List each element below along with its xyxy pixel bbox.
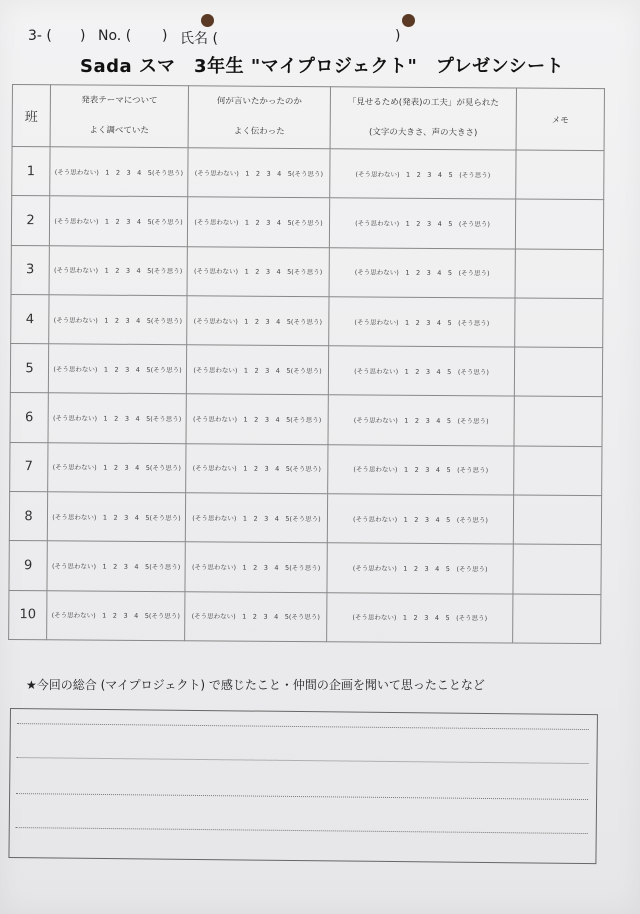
memo-cell[interactable]: [513, 495, 601, 545]
sheet-title: Sada スマ 3年生 "マイプロジェクト" プレゼンシート: [80, 56, 565, 77]
rating-research[interactable]: [49, 196, 187, 246]
rating-scale[interactable]: (そう思わない) 1 2 3 4 5(そう思う): [52, 463, 182, 473]
rating-scale[interactable]: (そう思わない) 1 2 3 4 5(そう思う): [193, 366, 322, 375]
group-number: 6: [10, 393, 48, 443]
group-number: 4: [11, 294, 49, 344]
name-label: 氏名 (: [180, 31, 218, 47]
number-label: No. (: [98, 28, 132, 44]
table-row: [9, 492, 601, 545]
rating-scale[interactable]: (そう思わない) 1 2 3 4 5(そう思う): [52, 513, 181, 522]
table-row: [9, 541, 601, 594]
col-header-memo: メモ: [516, 88, 604, 151]
group-number: 10: [9, 590, 47, 640]
comment-label: ★今回の総合 (マイプロジェクト) で感じたこと・仲間の企画を聞いて思ったことなど: [26, 678, 485, 692]
col-header-research: 発表テーマについて よく調べていた: [50, 85, 188, 148]
rating-scale[interactable]: (そう思わない) 1 2 3 4 5(そう思う): [191, 612, 320, 622]
rating-research[interactable]: [50, 147, 188, 197]
rating-research[interactable]: [49, 245, 187, 295]
group-number: 8: [9, 492, 47, 542]
memo-cell[interactable]: [514, 396, 602, 446]
evaluation-table: [8, 84, 604, 644]
rating-presentation[interactable]: [327, 592, 513, 643]
rating-scale[interactable]: (そう思わない) 1 2 3 4 5(そう思う): [194, 168, 324, 178]
binder-hole-right: [402, 14, 415, 27]
rating-presentation[interactable]: [327, 543, 513, 594]
table-row: [12, 147, 604, 200]
table-row: [11, 294, 603, 347]
rating-scale[interactable]: (そう思わない) 1 2 3 4 5(そう思う): [192, 464, 321, 474]
memo-cell[interactable]: [515, 298, 603, 348]
rating-research[interactable]: [47, 541, 185, 591]
number-close: ): [162, 28, 168, 44]
rating-research[interactable]: [47, 590, 185, 640]
class-label: 3- (: [28, 28, 52, 44]
group-number: 1: [12, 147, 50, 197]
rating-scale[interactable]: (そう思わない) 1 2 3 4 5 (そう思う): [354, 367, 489, 377]
rating-scale[interactable]: (そう思わない) 1 2 3 4 5 (そう思う): [354, 268, 490, 278]
rating-message[interactable]: [185, 493, 327, 543]
memo-cell[interactable]: [514, 446, 602, 496]
table-row: [11, 196, 603, 249]
rating-presentation[interactable]: [328, 346, 514, 397]
rating-message[interactable]: [187, 197, 329, 247]
rating-scale[interactable]: (そう思わない) 1 2 3 4 5(そう思う): [53, 266, 183, 276]
memo-cell[interactable]: [515, 199, 603, 249]
group-number: 5: [10, 344, 48, 394]
rating-scale[interactable]: (そう思わない) 1 2 3 4 5 (そう思う): [354, 317, 490, 327]
memo-cell[interactable]: [516, 150, 604, 200]
rating-scale[interactable]: (そう思わない) 1 2 3 4 5(そう思う): [192, 513, 321, 523]
group-number: 2: [11, 196, 49, 246]
rating-scale[interactable]: (そう思わない) 1 2 3 4 5(そう思う): [51, 562, 181, 572]
comment-line: [16, 793, 588, 800]
memo-cell[interactable]: [515, 249, 603, 299]
rating-message[interactable]: [185, 542, 327, 592]
table-row: [10, 344, 602, 397]
memo-cell[interactable]: [513, 544, 601, 594]
rating-scale[interactable]: (そう思わない) 1 2 3 4 5(そう思う): [192, 415, 322, 425]
col-header-message: 何が言いたかったのか よく伝わった: [188, 86, 330, 149]
rating-message[interactable]: [187, 296, 329, 346]
rating-presentation[interactable]: [327, 494, 513, 545]
comment-line: [17, 723, 589, 730]
rating-scale[interactable]: (そう思わない) 1 2 3 4 5 (そう思う): [355, 219, 490, 229]
table-row: [9, 590, 601, 643]
rating-message[interactable]: [185, 591, 327, 641]
rating-research[interactable]: [48, 393, 186, 443]
comment-box[interactable]: [8, 708, 598, 864]
rating-message[interactable]: [187, 246, 329, 296]
memo-cell[interactable]: [513, 594, 601, 644]
group-number: 3: [11, 245, 49, 295]
binder-hole-left: [201, 14, 214, 27]
rating-scale[interactable]: (そう思わない) 1 2 3 4 5(そう思う): [193, 267, 323, 277]
rating-scale[interactable]: (そう思わない) 1 2 3 4 5(そう思う): [51, 611, 180, 621]
rating-presentation[interactable]: [329, 297, 515, 348]
rating-scale[interactable]: (そう思わない) 1 2 3 4 5 (そう思う): [353, 416, 489, 426]
group-number: 7: [10, 442, 48, 492]
rating-scale[interactable]: (そう思わない) 1 2 3 4 5(そう思う): [191, 563, 321, 573]
col-header-group: 班: [12, 85, 50, 147]
rating-scale[interactable]: (そう思わない) 1 2 3 4 5(そう思う): [193, 316, 323, 326]
rating-presentation[interactable]: [328, 444, 514, 495]
rating-scale[interactable]: (そう思わない) 1 2 3 4 5 (そう思う): [355, 170, 491, 179]
rating-research[interactable]: [49, 295, 187, 345]
comment-line: [16, 827, 588, 834]
rating-scale[interactable]: (そう思わない) 1 2 3 4 5(そう思う): [54, 217, 183, 227]
rating-presentation[interactable]: [328, 395, 514, 446]
rating-scale[interactable]: (そう思わない) 1 2 3 4 5 (そう思う): [353, 515, 488, 525]
rating-presentation[interactable]: [330, 149, 516, 200]
rating-scale[interactable]: (そう思わない) 1 2 3 4 5(そう思う): [53, 315, 183, 325]
comment-line: [16, 757, 588, 764]
group-number: 9: [9, 541, 47, 591]
rating-scale[interactable]: (そう思わない) 1 2 3 4 5(そう思う): [53, 365, 182, 375]
rating-scale[interactable]: (そう思わない) 1 2 3 4 5(そう思う): [54, 167, 184, 177]
rating-message[interactable]: [186, 444, 328, 494]
rating-message[interactable]: [186, 345, 328, 395]
table-row: [10, 442, 602, 495]
rating-research[interactable]: [48, 344, 186, 394]
rating-presentation[interactable]: [329, 247, 515, 298]
name-close: ): [395, 28, 401, 44]
rating-message[interactable]: [188, 148, 330, 198]
rating-scale[interactable]: (そう思わない) 1 2 3 4 5 (そう思う): [352, 613, 488, 623]
memo-cell[interactable]: [514, 347, 602, 397]
rating-presentation[interactable]: [329, 198, 515, 249]
rating-scale[interactable]: (そう思わない) 1 2 3 4 5 (そう思う): [352, 564, 488, 574]
table-row: [10, 393, 602, 446]
rating-scale[interactable]: (そう思わない) 1 2 3 4 5(そう思う): [52, 414, 182, 424]
rating-message[interactable]: [186, 394, 328, 444]
table-row: [11, 245, 603, 298]
rating-scale[interactable]: (そう思わない) 1 2 3 4 5(そう思う): [194, 218, 323, 228]
col-header-presentation: 「見せるため(発表)の工夫」が見られた (文字の大きさ、声の大きさ): [330, 87, 516, 150]
rating-research[interactable]: [47, 492, 185, 542]
rating-research[interactable]: [48, 443, 186, 493]
class-close: ): [80, 28, 86, 44]
rating-scale[interactable]: (そう思わない) 1 2 3 4 5 (そう思う): [353, 465, 489, 475]
